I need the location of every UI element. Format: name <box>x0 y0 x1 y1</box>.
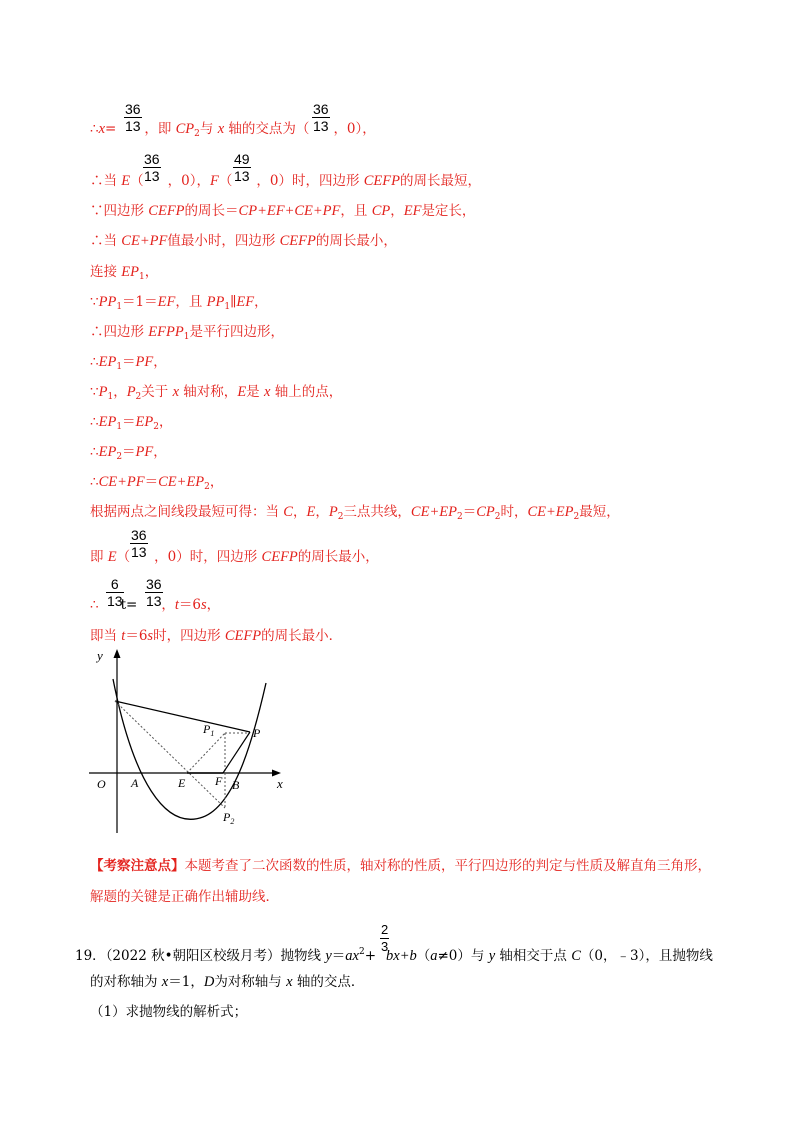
y-axis-arrow <box>114 649 121 658</box>
fraction-36-13: 36 13 <box>144 151 160 184</box>
note-line-1: 【考察注意点】本题考查了二次函数的性质，轴对称的性质，平行四边形的判定与性质及解直角三角形， <box>90 858 711 874</box>
fraction-49-13: 49 13 <box>234 151 250 184</box>
solution-line-4: ∴当 CE+PF值最小时，四边形 CEFP的周长最小， <box>90 233 397 249</box>
solution-line-1: ∴x= ，即 $CP_2$与 x 轴的交点为（ ，0）， <box>90 121 376 139</box>
problem-19-line-1: 19．（2022 秋•朝阳区校级月考）抛物线 $y=ax^2+ bx+b(a\ne 0)$与 y 轴相交于点 C（0，﹣3），且抛物线 <box>75 947 713 964</box>
solution-line-8: $\therefore EP_1=PF$， <box>90 354 167 372</box>
solution-line-3: ∵四边形 CEFP的周长＝CP+EF+CE+PF，且 CP，EF是定长， <box>90 203 476 219</box>
problem-19-line-2: 的对称轴为 x＝1，D为对称轴与 x 轴的交点． <box>90 974 365 990</box>
solution-line-7: ∴四边形 $EFPP_1$是平行四边形， <box>90 324 284 342</box>
label-p2: $P_2$ <box>223 810 235 826</box>
fraction-36-13: 36 13 <box>313 101 329 134</box>
label-o: O <box>97 777 106 791</box>
solution-line-5: 连接 $EP_1$， <box>90 264 159 282</box>
fraction-2-3: 2 3 <box>381 922 389 954</box>
label-y: y <box>97 648 103 663</box>
label-x: x <box>277 776 283 791</box>
parabola-figure <box>85 645 295 840</box>
segment-cp <box>115 701 250 732</box>
segment-c-p2 <box>115 701 225 808</box>
solution-line-12: $\therefore CE+PF=CE+EP_2$， <box>90 474 224 492</box>
label-a: A <box>131 776 139 790</box>
fraction-36-13: 36 13 <box>131 527 147 560</box>
label-e: E <box>178 776 186 790</box>
solution-line-10: $\therefore EP_1=EP_2$， <box>90 414 173 432</box>
fraction-36-13: 36 13 <box>125 101 141 134</box>
solution-line-15: ∴ t= ，t＝6s， <box>90 597 221 613</box>
solution-line-14: 即 E（ ，0）时，四边形 CEFP的周长最小， <box>90 549 379 565</box>
fraction-36-13: 36 13 <box>146 576 162 609</box>
note-line-2: 解题的关键是正确作出辅助线． <box>90 889 279 905</box>
solution-line-9: $\because P_1$，$P_2$关于 x 轴对称，E是 x 轴上的点， <box>90 384 343 402</box>
parabola-curve <box>113 679 266 819</box>
segment-fp <box>223 732 250 773</box>
label-b: B <box>232 778 240 792</box>
label-p1: $P_1$ <box>203 722 215 738</box>
solution-line-6: $\because PP_1=1=EF$，且 $PP_1\parallel EF$， <box>90 294 268 312</box>
solution-line-2: ∴当 E（ ，0），F（ ，0）时，四边形 CEFP的周长最短， <box>90 173 481 189</box>
fraction-6-13: 6 13 <box>107 576 123 609</box>
label-p: P <box>253 726 261 740</box>
solution-line-13: 根据两点之间线段最短可得：当 C，E，$P_2$三点共线，$CE+EP_2=CP_2$时，$CE+EP_2$最短， <box>90 504 620 522</box>
label-f: F <box>215 774 223 788</box>
solution-line-16: 即当 t＝6s时，四边形 CEFP的周长最小． <box>90 628 343 644</box>
solution-line-11: $\therefore EP_2=PF$， <box>90 444 167 462</box>
problem-19-part-1: （1）求抛物线的解析式； <box>90 1004 248 1020</box>
segment-e-p1 <box>187 733 225 773</box>
